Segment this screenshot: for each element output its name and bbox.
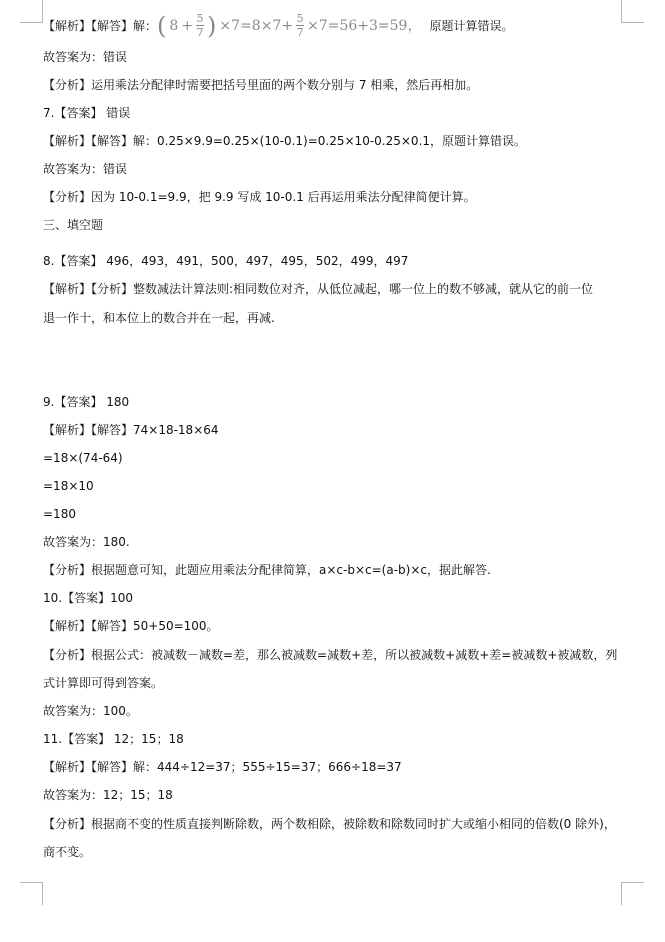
formula-fraction-2 (296, 13, 304, 38)
calculation-step: =18×(74-64) (43, 451, 123, 465)
solution-line: 【解析】【解答】解：0.25×9.9=0.25×(10-0.1)=0.25×10-0.25×0.1，原题计算错误。 (43, 134, 527, 148)
analysis-line-continued: 商不变。 (43, 845, 92, 859)
fraction-denominator: 7 (196, 26, 204, 39)
solution-conclusion: 原题计算错误。 (429, 18, 514, 33)
corner-mark-top-left (20, 0, 43, 23)
answer-line: 故答案为：100。 (43, 704, 138, 718)
calculation-step: =180 (43, 507, 76, 521)
solution-prefix: 【解析】【解答】解： (43, 18, 158, 33)
formula-middle: ×7=8×7+ (219, 17, 294, 34)
answer-line: 故答案为：错误 (43, 162, 128, 176)
solution-line: 【解析】【解答】74×18-18×64 (43, 423, 219, 437)
calculation-step: =18×10 (43, 479, 94, 493)
formula-image (157, 13, 421, 38)
solution-line: 【解析】【解答】解：444÷12=37；555÷15=37；666÷18=37 (43, 760, 402, 774)
analysis-line: 【分析】运用乘法分配律时需要把括号里面的两个数分别与 7 相乘，然后再相加。 (43, 78, 479, 92)
answer-line: 故答案为：错误 (43, 50, 128, 64)
analysis-line: 【分析】根据商不变的性质直接判断除数，两个数相除，被除数和除数同时扩大或缩小相同的倍数(0 除外)， (43, 817, 616, 831)
formula-eight: 8 (169, 17, 179, 34)
section-heading: 三、填空题 (43, 218, 104, 232)
formula-fraction-1 (196, 13, 204, 38)
question-8-answer: 8.【答案】 496，493，491，500，497，495，502，499，497 (43, 254, 409, 268)
formula-plus: + (181, 17, 194, 34)
analysis-line: 【解析】【分析】整数减法计算法则:相同数位对齐，从低位减起，哪一位上的数不够减，就从它的前一位 (43, 282, 594, 296)
answer-line: 故答案为：180. (43, 535, 130, 549)
answer-line: 故答案为：12；15；18 (43, 788, 173, 802)
formula-close-paren: ) (207, 11, 217, 40)
formula-open-paren: ( (157, 11, 167, 40)
corner-mark-top-right (621, 0, 644, 23)
fraction-numerator: 5 (296, 12, 304, 25)
analysis-line: 【分析】因为 10-0.1=9.9，把 9.9 写成 10-0.1 后再运用乘法分配律简便计算。 (43, 190, 476, 204)
question-9-answer: 9.【答案】 180 (43, 395, 130, 409)
question-10-answer: 10.【答案】100 (43, 591, 133, 605)
analysis-line-continued: 式计算即可得到答案。 (43, 676, 164, 690)
formula-end: ×7=56+3=59， (307, 17, 422, 34)
analysis-line: 【分析】根据题意可知，此题应用乘法分配律简算，a×c-b×c=(a-b)×c，据此解答. (43, 563, 491, 577)
analysis-line-continued: 退一作十，和本位上的数合并在一起，再减. (43, 311, 275, 325)
solution-line: 【解析】【解答】50+50=100。 (43, 619, 219, 633)
solution-line-1 (43, 13, 513, 38)
fraction-numerator: 5 (196, 12, 204, 25)
question-11-answer: 11.【答案】 12；15；18 (43, 732, 184, 746)
question-7-answer: 7.【答案】 错误 (43, 106, 131, 120)
analysis-line: 【分析】根据公式：被减数－减数=差，那么被减数=减数+差，所以被减数+减数+差=被减数+被减数，列 (43, 648, 618, 662)
fraction-denominator: 7 (296, 26, 304, 39)
corner-mark-bottom-left (20, 882, 43, 905)
corner-mark-bottom-right (621, 882, 644, 905)
